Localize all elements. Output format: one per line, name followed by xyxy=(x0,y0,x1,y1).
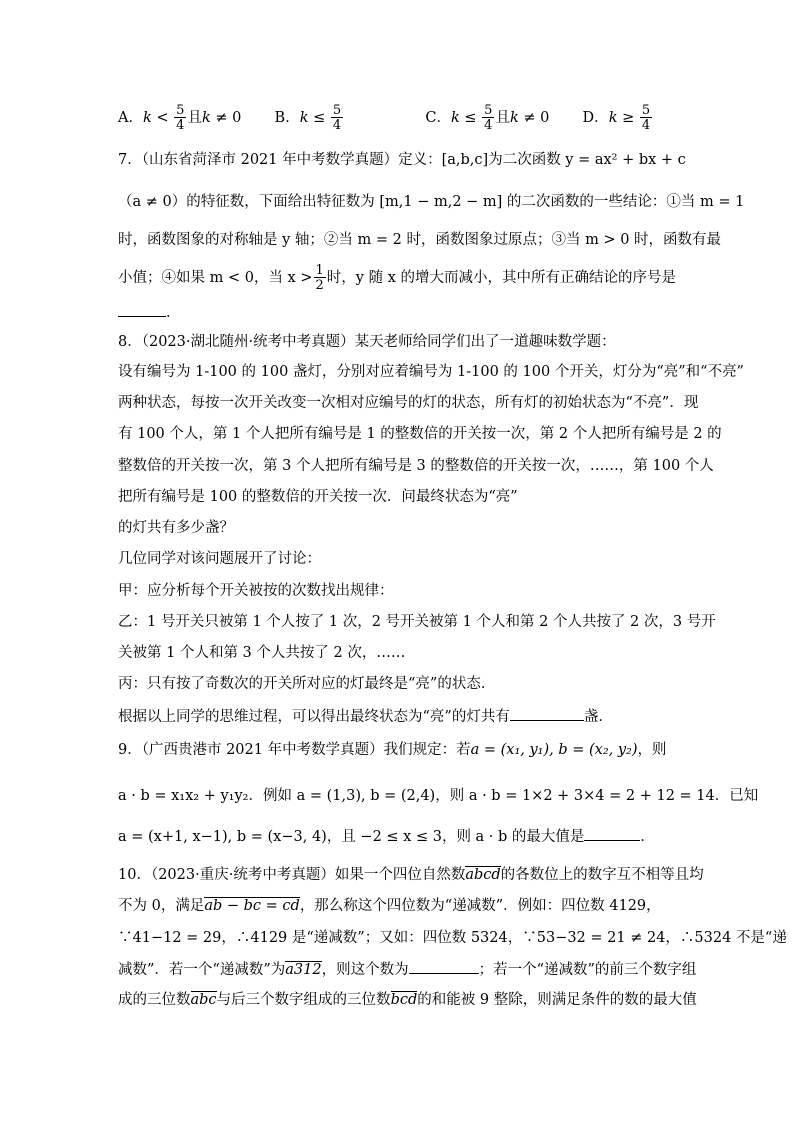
q10-bcd: bcd xyxy=(390,992,418,1008)
q7-line-1 xyxy=(118,150,688,170)
q10-line-3: ∵41−12 = 29，∴4129 是“递减数”；又如：四位数 5324，∵53−32 = 21 ≠ 24，∴5324 不是“递 xyxy=(118,930,787,946)
q6-options xyxy=(118,104,688,132)
option-a: A．k < $\frac{5}{4}$ 且k ≠ 0 xyxy=(118,103,242,133)
q7-line-4-post: 时，y 随 x 的增大而减小，其中所有正确结论的序号是 xyxy=(326,270,676,286)
q8-line-3: 两种状态，每按一次开关改变一次相对应编号的灯的状态，所有灯的初始状态为“不亮”．现 xyxy=(118,395,699,411)
q9-vector-def: a = (x₁, y₁), b = (x₂, y₂) xyxy=(470,742,638,758)
q8-line-11: 关被第 1 个人和第 3 个人共按了 2 次，…… xyxy=(118,645,406,661)
q8-line-2: 设有编号为 1-100 的 100 盏灯，分别对应着编号为 1-100 的 100 个开关，灯分为“亮”和“不亮” xyxy=(118,364,744,380)
q9-line-1 xyxy=(118,740,688,760)
q8-line-7: 的灯共有多少盏？ xyxy=(118,520,234,536)
q7-line-2: （a ≠ 0）的特征数，下面给出特征数为 [m,1 − m,2 − m] 的二次函数的一些结论：①当 m = 1 xyxy=(118,194,745,210)
q7-number: 7． xyxy=(118,152,142,168)
q10-line-1 xyxy=(118,865,704,885)
q8-line-9: 甲：应分析每个开关被按的次数找出规律： xyxy=(118,583,394,599)
option-b-label: B． xyxy=(274,110,300,126)
q8-line-4: 有 100 个人，第 1 个人把所有编号是 1 的整数倍的开关按一次，第 2 个人把所有编号是 2 的 xyxy=(118,426,722,442)
q10-line-4-post: ；若一个“递减数”的前三个数字组 xyxy=(478,962,697,978)
q8-answer-blank[interactable] xyxy=(510,706,584,721)
q9-line-3-text: a = (x+1, x−1), b = (x−3, 4)，且 −2 ≤ x ≤ 3，则 a · b 的最大值是 xyxy=(118,829,585,845)
q8-line-1: 8．（2023·湖北随州·统考中考真题）某天老师给同学们出了一道趣味数学题： xyxy=(118,334,616,350)
q9-source: 9．（广西贵港市 2021 年中考数学真题）我们规定：若 xyxy=(118,742,471,758)
q8-line-6: 把所有编号是 100 的整数倍的开关按一次．问最终状态为“亮” xyxy=(118,489,518,505)
q10-abcd: abcd xyxy=(465,867,501,883)
q10-line-1-post: 的各数位上的数字互不相等且均 xyxy=(500,867,704,883)
q7-period: ． xyxy=(166,305,181,321)
q7-source: （山东省菏泽市 2021 年中考数学真题） xyxy=(141,152,399,168)
q10-line-2 xyxy=(118,896,688,916)
q10-source: 10．（2023·重庆·统考中考真题）如果一个四位自然数 xyxy=(118,867,466,883)
q10-line-4-pre: 减数”．若一个“递减数”为 xyxy=(118,962,286,978)
q7-line-4: 小值；④如果 m < 0，当 x > $\frac{1}{2}$ 时，y 随 x 的增大而减小，其中所有正确结论的序号是 xyxy=(118,263,676,293)
option-d-label: D． xyxy=(582,110,609,126)
q10-line-5-post: 的和能被 9 整除，则满足条件的数的最大值 xyxy=(417,992,697,1008)
q7-definition: 定义：[a,b,c]为二次函数 y = ax² + bx + c xyxy=(398,152,686,168)
q9-period: ． xyxy=(640,829,655,845)
q10-line-2-pre: 不为 0，满足 xyxy=(118,898,205,914)
q7-line-4-pre: 小值；④如果 m < 0，当 x > xyxy=(118,270,313,286)
q10-condition: ab − bc = cd xyxy=(204,898,300,914)
q8-line-13-post: 盏． xyxy=(583,709,613,725)
q7-line-3: 时，函数图象的对称轴是 y 轴；②当 m = 2 时，函数图象过原点；③当 m > 0 时，函数有最 xyxy=(118,232,722,248)
option-c: C．k ≤ $\frac{5}{4}$ 且k ≠ 0 xyxy=(425,103,550,133)
q10-line-5-mid: 与后三个数字组成的三位数 xyxy=(216,992,391,1008)
q8-line-12: 丙：只有按了奇数次的开关所对应的灯最终是“亮”的状态． xyxy=(118,676,496,692)
q10-a312: a312 xyxy=(285,962,322,978)
q8-line-8: 几位同学对该问题展开了讨论： xyxy=(118,551,321,567)
q8-line-5: 整数倍的开关按一次，第 3 个人把所有编号是 3 的整数倍的开关按一次，……，第 100 个人 xyxy=(118,458,714,474)
q7-answer-line xyxy=(118,302,688,323)
q10-abc: abc xyxy=(190,992,217,1008)
option-b: B．k ≤ $\frac{5}{4}$ xyxy=(274,103,342,133)
option-a-label: A． xyxy=(118,110,143,126)
option-d: D．k ≥ $\frac{5}{4}$ xyxy=(582,103,651,133)
q8-line-10: 乙：1 号开关只被第 1 个人按了 1 次，2 号开关被第 1 个人和第 2 个人共按了 2 次，3 号开 xyxy=(118,614,716,630)
q10-line-4-mid: ，则这个数为 xyxy=(321,962,409,978)
q8-line-13 xyxy=(118,706,688,727)
q9-line-1-post: ，则 xyxy=(637,742,667,758)
option-c-label: C． xyxy=(425,110,451,126)
q9-line-3 xyxy=(118,826,688,847)
q9-line-2: a · b = x₁x₂ + y₁y₂．例如 a = (1,3), b = (2,4)，则 a · b = 1×2 + 3×4 = 2 + 12 = 14．已知 xyxy=(118,788,759,804)
q9-answer-blank[interactable] xyxy=(584,826,640,841)
q10-line-5 xyxy=(118,990,697,1010)
q10-line-4 xyxy=(118,959,697,980)
q10-line-5-pre: 成的三位数 xyxy=(118,992,191,1008)
q10-line-2-post: ，那么称这个四位数为“递减数”．例如：四位数 4129， xyxy=(299,898,661,914)
q10-answer-blank-1[interactable] xyxy=(409,959,479,974)
q7-answer-blank[interactable] xyxy=(118,302,166,317)
q8-line-13-pre: 根据以上同学的思维过程，可以得出最终状态为“亮”的灯共有 xyxy=(118,709,510,725)
